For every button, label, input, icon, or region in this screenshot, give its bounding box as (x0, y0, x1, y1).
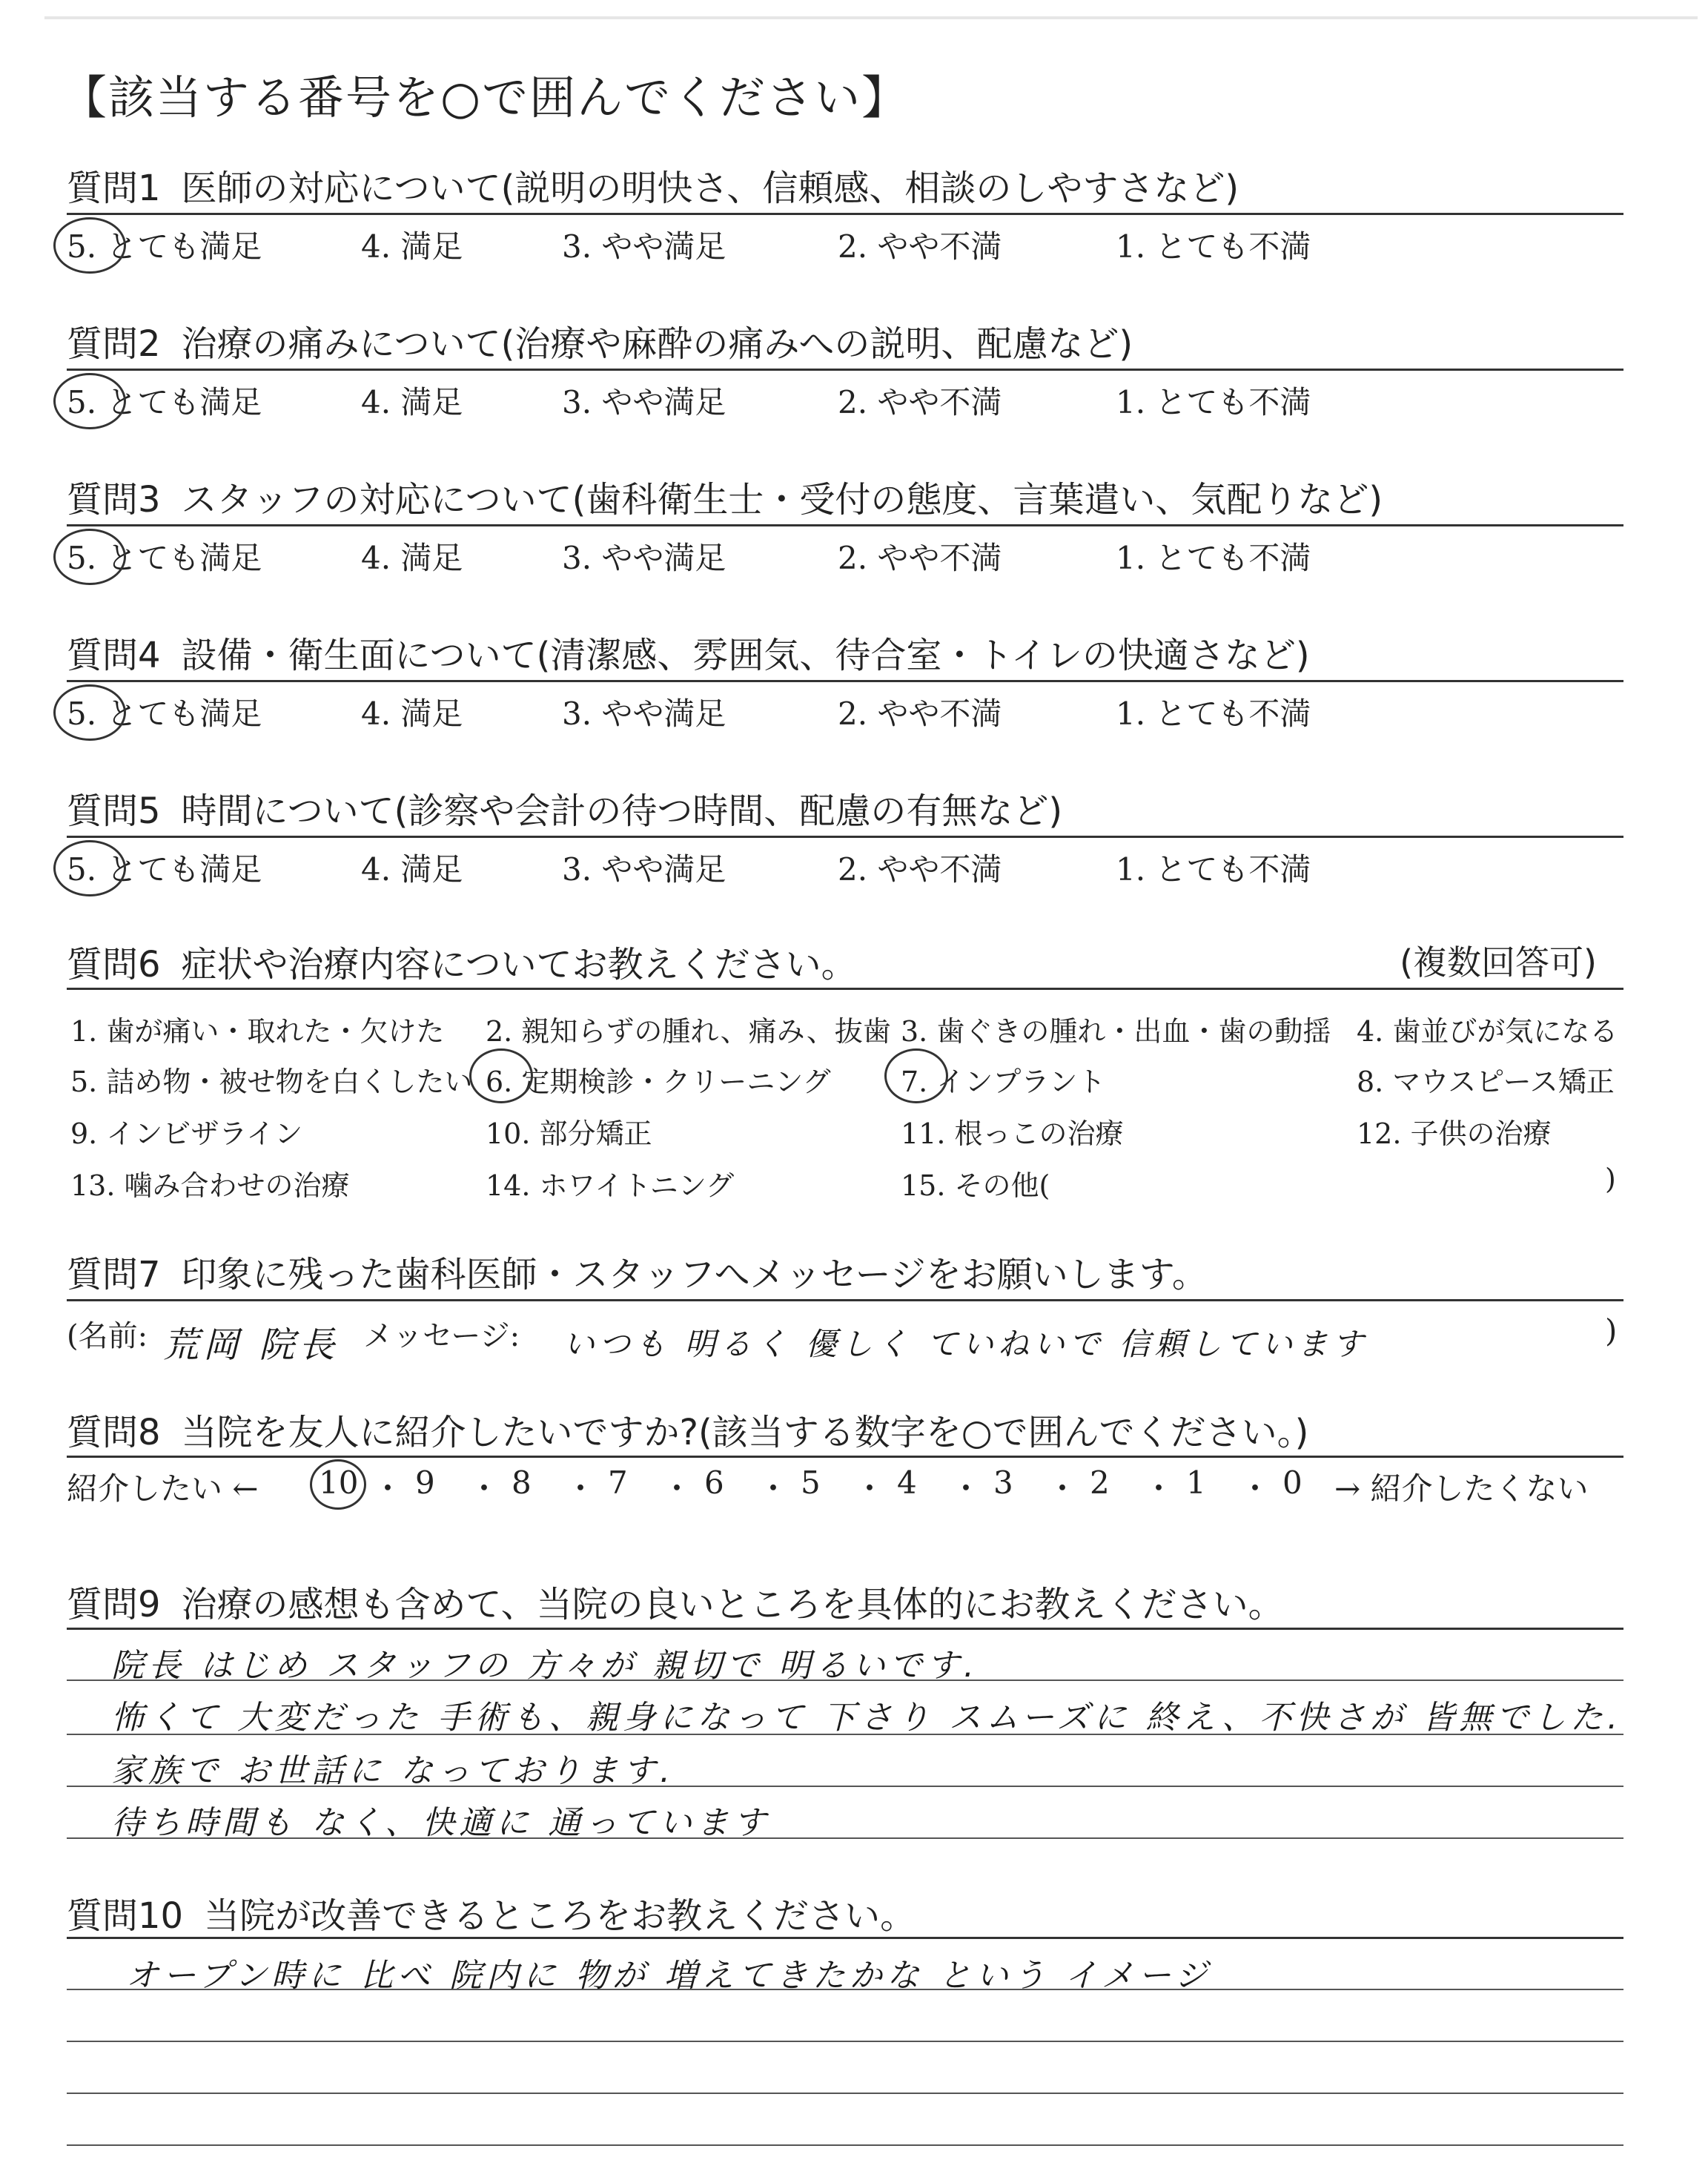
q3-option-2[interactable]: 2. やや不満 (838, 540, 1002, 576)
q8-dot-separator: ・ (661, 1470, 693, 1507)
q5-option-2[interactable]: 2. やや不満 (838, 851, 1002, 888)
q9-answer-text: 怖くて 大変だった 手術も、親身になって 下さり スムーズに 終え、不快さが 皆無でした. (111, 1699, 1623, 1737)
q2-selection-circle (53, 373, 126, 429)
q1-number: 質問1 (67, 168, 161, 209)
q5-option-5[interactable]: 5. とても満足 (67, 851, 262, 888)
q4-text: 設備・衛生面について(清潔感、雰囲気、待合室・トイレの快適さなど) (181, 635, 1310, 676)
q8-left-label: 紹介したい ← (67, 1470, 259, 1507)
q2-heading (67, 315, 1133, 366)
q1-heading (67, 159, 1239, 211)
q5-rule (67, 836, 1623, 838)
q3-option-4[interactable]: 4. 満足 (361, 540, 463, 576)
q8-rule (67, 1456, 1623, 1458)
q8-dot-separator: ・ (469, 1470, 500, 1507)
q5-option-4[interactable]: 4. 満足 (361, 851, 463, 888)
q1-rule (67, 213, 1623, 215)
q6-number: 質問6 (67, 944, 161, 985)
q8-scale-2[interactable]: 2 (1090, 1464, 1110, 1501)
q9-answer-text: 院長 はじめ スタッフの 方々が 親切で 明るいです. (111, 1647, 979, 1685)
q3-text: スタッフの対応について(歯科衛生士・受付の態度、言葉遣い、気配りなど) (181, 479, 1383, 521)
top-border (44, 16, 1698, 19)
q8-dot-separator: ・ (565, 1470, 597, 1507)
q8-scale-7[interactable]: 7 (608, 1464, 628, 1501)
q5-heading (67, 782, 1062, 833)
q4-rule (67, 680, 1623, 682)
q5-option-1[interactable]: 1. とても不満 (1116, 851, 1311, 888)
q4-option-1[interactable]: 1. とても不満 (1116, 696, 1311, 732)
q10-answer-text: オープン時に 比べ 院内に 物が 増えてきたかな という イメージ (126, 1957, 1212, 1995)
q6-option-14[interactable]: 14. ホワイトニング (486, 1169, 735, 1202)
q4-option-4[interactable]: 4. 満足 (361, 696, 463, 732)
q6-option-11[interactable]: 11. 根っこの治療 (901, 1117, 1124, 1150)
q9-text: 治療の感想も含めて、当院の良いところを具体的にお教えください。 (181, 1584, 1284, 1625)
q8-scale-10[interactable]: 10 (319, 1464, 359, 1501)
q7-message-label: メッセージ: (363, 1319, 520, 1353)
q8-text: 当院を友人に紹介したいですか?(該当する数字を○で囲んでください。) (181, 1412, 1309, 1453)
q2-rule (67, 369, 1623, 371)
q5-option-3[interactable]: 3. やや満足 (562, 851, 726, 888)
q1-option-4[interactable]: 4. 満足 (361, 228, 463, 265)
q7-number: 質問7 (67, 1254, 161, 1295)
q8-right-label: → 紹介したくない (1334, 1470, 1589, 1507)
q6-option-close-paren: ) (1605, 1163, 1616, 1195)
q6-heading (67, 936, 857, 987)
q2-option-1[interactable]: 1. とても不満 (1116, 384, 1311, 420)
q3-heading (67, 471, 1383, 522)
q8-scale-6[interactable]: 6 (704, 1464, 724, 1501)
q6-option-1[interactable]: 1. 歯が痛い・取れた・欠けた (70, 1015, 445, 1048)
q8-number: 質問8 (67, 1412, 161, 1453)
q7-name-label: (名前: (67, 1319, 148, 1353)
q8-scale-3[interactable]: 3 (993, 1464, 1013, 1501)
q6-rule (67, 988, 1623, 990)
q3-option-1[interactable]: 1. とても不満 (1116, 540, 1311, 576)
q7-rule (67, 1299, 1623, 1301)
q6-selection-circle-6 (469, 1048, 533, 1103)
q1-text: 医師の対応について(説明の明快さ、信頼感、相談のしやすさなど) (181, 168, 1239, 209)
q6-selection-circle-7 (884, 1048, 948, 1103)
q10-line (67, 2093, 1623, 2094)
q8-dot-separator: ・ (950, 1470, 982, 1507)
q6-option-13[interactable]: 13. 噛み合わせの治療 (70, 1169, 350, 1202)
q8-dot-separator: ・ (854, 1470, 886, 1507)
q7-heading (67, 1246, 1208, 1297)
q3-option-3[interactable]: 3. やや満足 (562, 540, 726, 576)
q6-option-2[interactable]: 2. 親知らずの腫れ、痛み、抜歯 (486, 1015, 891, 1048)
page-title: 【該当する番号を○で囲んでください】 (61, 70, 910, 125)
q6-option-9[interactable]: 9. インビザライン (70, 1117, 303, 1150)
q8-dot-separator: ・ (372, 1470, 404, 1507)
q3-number: 質問3 (67, 479, 161, 521)
q4-heading (67, 627, 1310, 678)
q2-text: 治療の痛みについて(治療や麻酔の痛みへの説明、配慮など) (181, 323, 1133, 365)
q2-option-3[interactable]: 3. やや満足 (562, 384, 726, 420)
q9-number: 質問9 (67, 1584, 161, 1625)
q4-number: 質問4 (67, 635, 161, 676)
q3-selection-circle (53, 529, 126, 585)
q7-close-paren: ) (1605, 1312, 1618, 1349)
q8-scale-1[interactable]: 1 (1186, 1464, 1206, 1501)
q8-scale-4[interactable]: 4 (897, 1464, 917, 1501)
q6-option-7[interactable]: 7. インプラント (901, 1066, 1106, 1098)
q8-dot-separator: ・ (1143, 1470, 1175, 1507)
q6-option-4[interactable]: 4. 歯並びが気になる (1357, 1015, 1618, 1048)
q9-answer-text: 待ち時間も なく、快適に 通っています (111, 1804, 771, 1842)
q4-option-2[interactable]: 2. やや不満 (838, 696, 1002, 732)
q9-line (67, 1628, 1623, 1630)
q8-scale-9[interactable]: 9 (415, 1464, 435, 1501)
q3-rule (67, 524, 1623, 526)
q1-option-3[interactable]: 3. やや満足 (562, 228, 726, 265)
q5-number: 質問5 (67, 790, 161, 832)
q6-option-3[interactable]: 3. 歯ぐきの腫れ・出血・歯の動揺 (901, 1015, 1331, 1048)
q7-name-value: 荒岡 院長 (163, 1324, 340, 1366)
q8-dot-separator: ・ (1239, 1470, 1271, 1507)
q2-option-4[interactable]: 4. 満足 (361, 384, 463, 420)
q8-dot-separator: ・ (1047, 1470, 1079, 1507)
q6-option-15[interactable]: 15. その他( (901, 1169, 1050, 1202)
q10-line (67, 2041, 1623, 2042)
q4-selection-circle (53, 684, 126, 741)
q1-option-5[interactable]: 5. とても満足 (67, 228, 262, 265)
q6-option-12[interactable]: 12. 子供の治療 (1357, 1117, 1552, 1150)
q8-scale-5[interactable]: 5 (801, 1464, 821, 1501)
q10-line (67, 2144, 1623, 2146)
q6-option-5[interactable]: 5. 詰め物・被せ物を白くしたい (70, 1066, 473, 1098)
q8-scale-8[interactable]: 8 (512, 1464, 532, 1501)
q9-answer-text: 家族で お世話に なっております. (111, 1752, 675, 1790)
q7-message-value: いつも 明るく 優しく ていねいで 信頼しています (563, 1326, 1368, 1362)
q5-text: 時間について(診察や会計の待つ時間、配慮の有無など) (181, 790, 1063, 832)
q5-selection-circle (53, 840, 126, 896)
q6-note: (複数回答可) (1400, 942, 1597, 982)
q4-option-3[interactable]: 3. やや満足 (562, 696, 726, 732)
q6-option-8[interactable]: 8. マウスピース矯正 (1357, 1066, 1615, 1098)
q6-text: 症状や治療内容についてお教えください。 (181, 944, 857, 985)
q6-option-6[interactable]: 6. 定期検診・クリーニング (486, 1066, 831, 1098)
q10-text: 当院が改善できるところをお教えください。 (204, 1895, 916, 1937)
q8-heading (67, 1404, 1308, 1455)
q2-option-2[interactable]: 2. やや不満 (838, 384, 1002, 420)
q8-dot-separator: ・ (758, 1470, 790, 1507)
q6-option-10[interactable]: 10. 部分矯正 (486, 1117, 652, 1150)
q2-option-5[interactable]: 5. とても満足 (67, 384, 262, 420)
q1-option-1[interactable]: 1. とても不満 (1116, 228, 1311, 265)
q10-heading (67, 1887, 916, 1938)
q10-line (67, 1937, 1623, 1939)
q1-selection-circle (53, 217, 126, 274)
q8-selection-circle (310, 1459, 366, 1510)
q4-option-5[interactable]: 5. とても満足 (67, 696, 262, 732)
q9-heading (67, 1576, 1284, 1627)
q10-number: 質問10 (67, 1895, 184, 1937)
q3-option-5[interactable]: 5. とても満足 (67, 540, 262, 576)
q8-scale-0[interactable]: 0 (1282, 1464, 1302, 1501)
q2-number: 質問2 (67, 323, 161, 365)
q1-option-2[interactable]: 2. やや不満 (838, 228, 1002, 265)
q7-text: 印象に残った歯科医師・スタッフへメッセージをお願いします。 (181, 1254, 1208, 1295)
